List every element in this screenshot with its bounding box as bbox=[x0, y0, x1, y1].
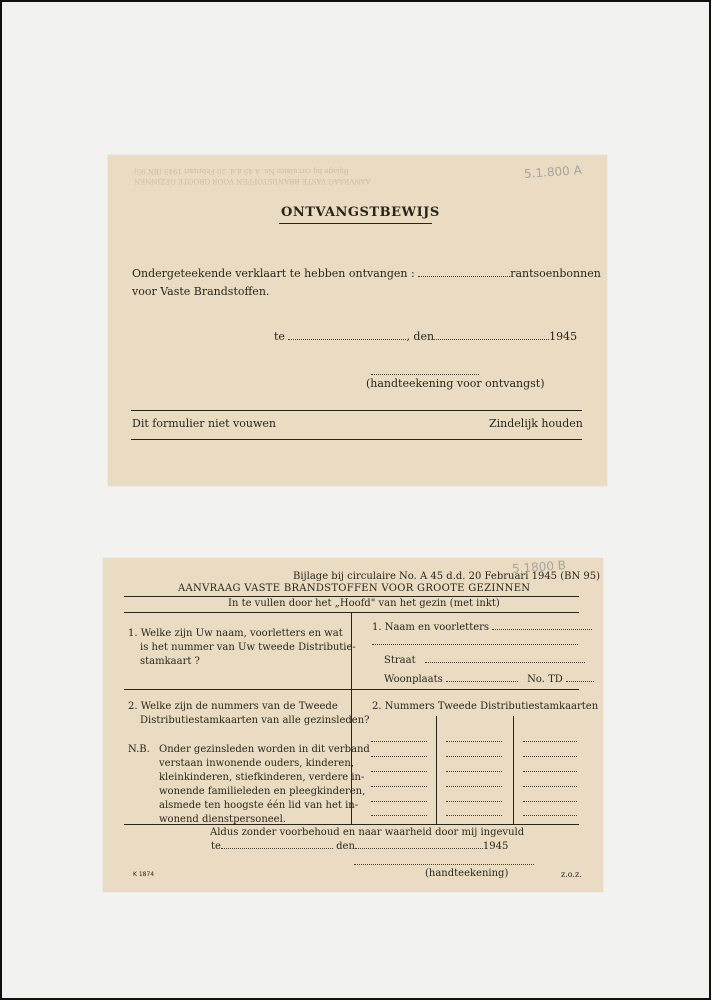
application-card bbox=[103, 558, 603, 892]
received-statement bbox=[132, 267, 601, 280]
street-field[interactable] bbox=[425, 662, 585, 663]
place-date-line bbox=[274, 330, 577, 343]
pencil-reference: 5.1.800 A bbox=[523, 163, 583, 181]
street-label bbox=[384, 655, 585, 666]
statement-text: Ondergeteekende verklaart te hebben ontvangen : bbox=[132, 267, 415, 280]
place-field[interactable] bbox=[221, 848, 333, 849]
te-label: te bbox=[274, 330, 285, 343]
circular-reference: Bijlage bij circulaire No. A 45 d.d. 20 Februari 1945 (BN 95) bbox=[293, 571, 601, 582]
place-date-line bbox=[211, 841, 508, 852]
numbers-col-divider-2 bbox=[513, 716, 514, 824]
name-field[interactable] bbox=[492, 629, 592, 630]
nb-line-5: alsmede ten hoogste één lid van het in- bbox=[159, 800, 359, 811]
nb-line-1: Onder gezinsleden worden in dit verband bbox=[159, 744, 370, 755]
nb-line-4: wonende familieleden en pleegkinderen, bbox=[159, 786, 366, 797]
number-field[interactable] bbox=[371, 786, 427, 787]
number-field[interactable] bbox=[446, 771, 502, 772]
title-underline bbox=[279, 223, 432, 224]
numbers-col-divider-1 bbox=[436, 716, 437, 824]
number-field[interactable] bbox=[371, 801, 427, 802]
city-label-text: Woonplaats bbox=[384, 674, 443, 685]
city-field[interactable] bbox=[446, 681, 518, 682]
den-label: , den bbox=[406, 330, 435, 343]
street-label-text: Straat bbox=[384, 655, 416, 666]
name-field-2[interactable] bbox=[372, 644, 578, 645]
date-field[interactable] bbox=[355, 848, 483, 849]
number-field[interactable] bbox=[523, 771, 577, 772]
nb-line-3: kleinkinderen, stiefkinderen, verdere in- bbox=[159, 772, 365, 783]
number-field[interactable] bbox=[371, 756, 427, 757]
form-title: AANVRAAG VASTE BRANDSTOFFEN VOOR GROOTE GEZINNEN bbox=[178, 583, 531, 594]
signature-label: (handteekening) bbox=[425, 868, 509, 879]
title-rule bbox=[124, 596, 579, 597]
keep-clean-note: Zindelijk houden bbox=[489, 417, 583, 430]
footer-rule-top bbox=[131, 410, 582, 411]
show-through-text-2: AANVRAAG VASTE BRANDSTOFFEN VOOR GROOTE GEZINNEN bbox=[134, 177, 371, 185]
year-label: 1945 bbox=[549, 330, 578, 343]
question-2-line-1: 2. Welke zijn de nummers van de Tweede bbox=[128, 701, 338, 712]
footer-rule-bottom bbox=[131, 439, 582, 440]
number-field[interactable] bbox=[446, 786, 502, 787]
number-field[interactable] bbox=[523, 801, 577, 802]
nb-line-2: verstaan inwonende ouders, kinderen, bbox=[159, 758, 354, 769]
section-2-rule bbox=[124, 824, 579, 825]
td-number-label: No. TD bbox=[527, 674, 563, 685]
number-field[interactable] bbox=[523, 786, 577, 787]
td-number-field[interactable] bbox=[566, 681, 594, 682]
question-1-line-2: is het nummer van Uw tweede Distributie- bbox=[140, 642, 356, 653]
signature-label: (handteekening voor ontvangst) bbox=[366, 377, 545, 390]
signature-line[interactable] bbox=[371, 374, 479, 375]
date-field[interactable] bbox=[434, 339, 549, 340]
name-label-text: 1. Naam en voorletters bbox=[372, 622, 490, 633]
fuel-type: voor Vaste Brandstoffen. bbox=[132, 285, 270, 298]
number-field[interactable] bbox=[446, 815, 502, 816]
question-1-line-1: 1. Welke zijn Uw naam, voorletters en wat bbox=[128, 628, 343, 639]
signature-line[interactable] bbox=[354, 864, 534, 865]
number-field[interactable] bbox=[371, 815, 427, 816]
section-1-rule bbox=[124, 689, 579, 690]
number-field[interactable] bbox=[523, 815, 577, 816]
card-numbers-title: 2. Nummers Tweede Distributiestamkaarten bbox=[372, 701, 599, 712]
place-field[interactable] bbox=[288, 339, 406, 340]
te-label: te bbox=[211, 841, 221, 852]
no-fold-note: Dit formulier niet vouwen bbox=[132, 417, 276, 430]
number-field[interactable] bbox=[523, 756, 577, 757]
amount-field[interactable] bbox=[418, 276, 510, 277]
number-field[interactable] bbox=[446, 756, 502, 757]
declaration-text: Aldus zonder voorbehoud en naar waarheid door mij ingevuld bbox=[210, 827, 525, 838]
nb-label: N.B. bbox=[128, 744, 150, 755]
number-field[interactable] bbox=[446, 741, 502, 742]
number-field[interactable] bbox=[523, 741, 577, 742]
pencil-reference: 5.1800 B bbox=[511, 558, 567, 576]
city-label bbox=[384, 674, 594, 685]
nb-line-6: wonend dienstpersoneel. bbox=[159, 814, 286, 825]
statement-suffix: rantsoenbonnen bbox=[510, 267, 601, 280]
den-label: den bbox=[336, 841, 355, 852]
fill-instruction: In te vullen door het „Hoofd" van het gezin (met inkt) bbox=[228, 598, 500, 609]
question-2-line-2: Distributiestamkaarten van alle gezinsleden? bbox=[140, 715, 370, 726]
receipt-card bbox=[108, 155, 607, 486]
year-label: 1945 bbox=[482, 841, 509, 852]
number-field[interactable] bbox=[371, 741, 427, 742]
form-code: K 1874 bbox=[133, 871, 155, 878]
question-1-line-3: stamkaart ? bbox=[140, 656, 200, 667]
name-label bbox=[372, 622, 592, 633]
turn-over-note: z.o.z. bbox=[561, 870, 582, 879]
number-field[interactable] bbox=[371, 771, 427, 772]
number-field[interactable] bbox=[446, 801, 502, 802]
receipt-title: ONTVANGSTBEWIJS bbox=[281, 205, 440, 220]
show-through-text-1: Bijlage bij circulaire No. A 45 d.d. 20 Februari 1945 (BN 95) bbox=[134, 167, 349, 175]
